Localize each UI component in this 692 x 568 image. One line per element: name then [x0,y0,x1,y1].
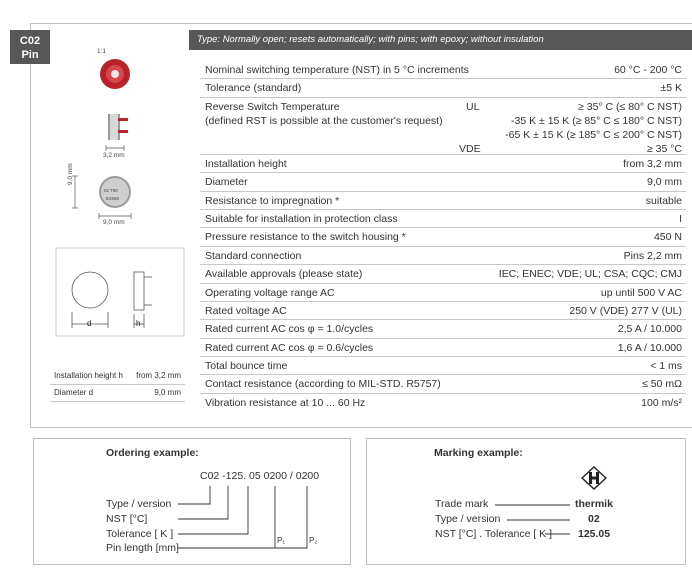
type-header-bar: Type: Normally open; resets automatically; with pins; with epoxy; without insulation [189,30,692,50]
spec-table [200,61,686,412]
spec-value: 1,6 A / 10.000 [617,341,682,354]
product-sketches [50,56,190,366]
spec-label: Rated current AC cos φ = 0.6/cycles [205,341,374,354]
marking-leader-lines [495,500,575,536]
spec-row [200,265,686,283]
spec-label: Rated voltage AC [205,304,287,317]
mini-value: from 3,2 mm [136,371,181,380]
spec-value: IEC; ENEC; VDE; UL; CSA; CQC; CMJ [498,268,682,281]
ordering-code: C02 -125. 05 0200 / 0200 [200,470,320,482]
spec-row-rst [200,98,686,155]
spec-label: Diameter [205,176,248,189]
drawing-label-h: h [136,319,141,328]
spec-label: Pressure resistance to the switch housing * [205,231,406,244]
spec-label: Operating voltage range AC [205,286,335,299]
spec-row [200,247,686,265]
spec-row [200,302,686,320]
spec-value: up until 500 V AC [600,286,682,299]
vde-label: VDE [459,142,481,155]
ordering-label-pin: Pin length [mm] [106,542,179,554]
spec-label: Tolerance (standard) [205,82,302,95]
ordering-label-tol: Tolerance [ K ] [106,528,174,540]
spec-value: ≥ 35° C (≤ 80° C NST) [578,100,682,113]
spec-value: 60 °C - 200 °C [614,64,682,76]
marking-value-type: 02 [588,513,600,525]
ordering-p1: P₁ [277,536,286,545]
spec-label: Rated current AC cos φ = 1.0/cycles [205,323,374,336]
dim-diameter-label: 9,0 mm [103,219,125,226]
thermik-logo-icon [581,466,607,490]
spec-value: I [679,212,682,225]
spec-row [200,210,686,228]
spec-row [200,320,686,338]
spec-label: Standard connection [205,249,302,262]
marking-label-type: Type / version [435,513,501,525]
spec-label: Resistance to impregnation * [205,194,340,207]
disk-marking-1: 02 T90 [104,188,118,193]
spec-label: Contact resistance (according to MIL-STD. R5757) [205,378,441,391]
ordering-p2: P₂ [309,536,318,545]
spec-value: 250 V (VDE) 277 V (UL) [569,304,682,317]
dimension-drawing-icon [56,248,184,336]
disk-marking-2: E2665 [106,196,120,201]
spec-value: -35 K ± 15 K (≥ 85° C ≤ 180° C NST) [511,114,682,127]
ordering-leader-lines [170,484,330,554]
spec-value: -65 K ± 15 K (≥ 185° C ≤ 200° C NST) [505,128,682,141]
spec-value: 100 m/s² [641,396,682,409]
spec-value: from 3,2 mm [623,157,682,170]
ordering-title: Ordering example: [106,447,199,459]
marking-value-nst: 125.05 [578,528,611,540]
disk-view-icon [72,176,131,219]
marking-label-nst: NST [°C] . Tolerance [ K ] [435,528,553,540]
spec-label: Installation height [205,157,287,170]
dim-width-label: 3,2 mm [103,152,125,159]
marking-title: Marking example: [434,447,523,459]
ordering-label-type: Type / version [106,498,172,510]
side-view-icon [106,114,128,151]
spec-label: Reverse Switch Temperature [205,100,340,113]
spec-value: ≤ 50 mΩ [642,378,682,391]
spec-row [200,375,686,393]
spec-label: Vibration resistance at 10 ... 60 Hz [205,396,366,409]
spec-value: ±5 K [660,82,682,95]
ul-label: UL [466,100,480,113]
mini-label: Diameter d [54,388,94,397]
spec-row [200,394,686,412]
spec-row [200,61,686,79]
top-view-icon [100,59,130,89]
drawing-label-d: d [87,319,92,328]
spec-value: 450 N [653,231,682,244]
spec-value: 9,0 mm [646,176,682,189]
spec-value: 2,5 A / 10.000 [617,323,682,336]
dim-height-label: 9,0 mm [67,163,74,185]
badge-variant: Pin [21,49,39,61]
product-badge [10,30,50,64]
spec-row [200,192,686,210]
spec-label: Available approvals (please state) [205,268,363,281]
spec-row [200,173,686,191]
spec-row [200,284,686,302]
mini-row-height [50,368,185,385]
scale-label: 1:1 [97,48,107,55]
mini-label: Installation height h [54,371,123,380]
badge-code: C02 [19,35,41,47]
spec-value: ≥ 35 °C [646,142,682,155]
spec-value: Pins 2,2 mm [623,249,682,262]
spec-label-note: (defined RST is possible at the customer's request) [205,114,443,127]
mini-row-diameter [50,385,185,402]
spec-row [200,339,686,357]
spec-row [200,357,686,375]
spec-row [200,155,686,173]
marking-label-trade: Trade mark [435,498,489,510]
ordering-label-nst: NST [°C] [106,513,148,525]
mini-value: 9,0 mm [154,388,181,397]
spec-label: Nominal switching temperature (NST) in 5 °C increments [205,64,469,76]
marking-value-trade: thermik [575,498,613,510]
spec-row [200,79,686,97]
spec-value: suitable [645,194,682,207]
spec-value: < 1 ms [650,360,682,373]
spec-row [200,228,686,246]
spec-label: Suitable for installation in protection class [205,212,398,225]
spec-label: Total bounce time [205,360,288,373]
